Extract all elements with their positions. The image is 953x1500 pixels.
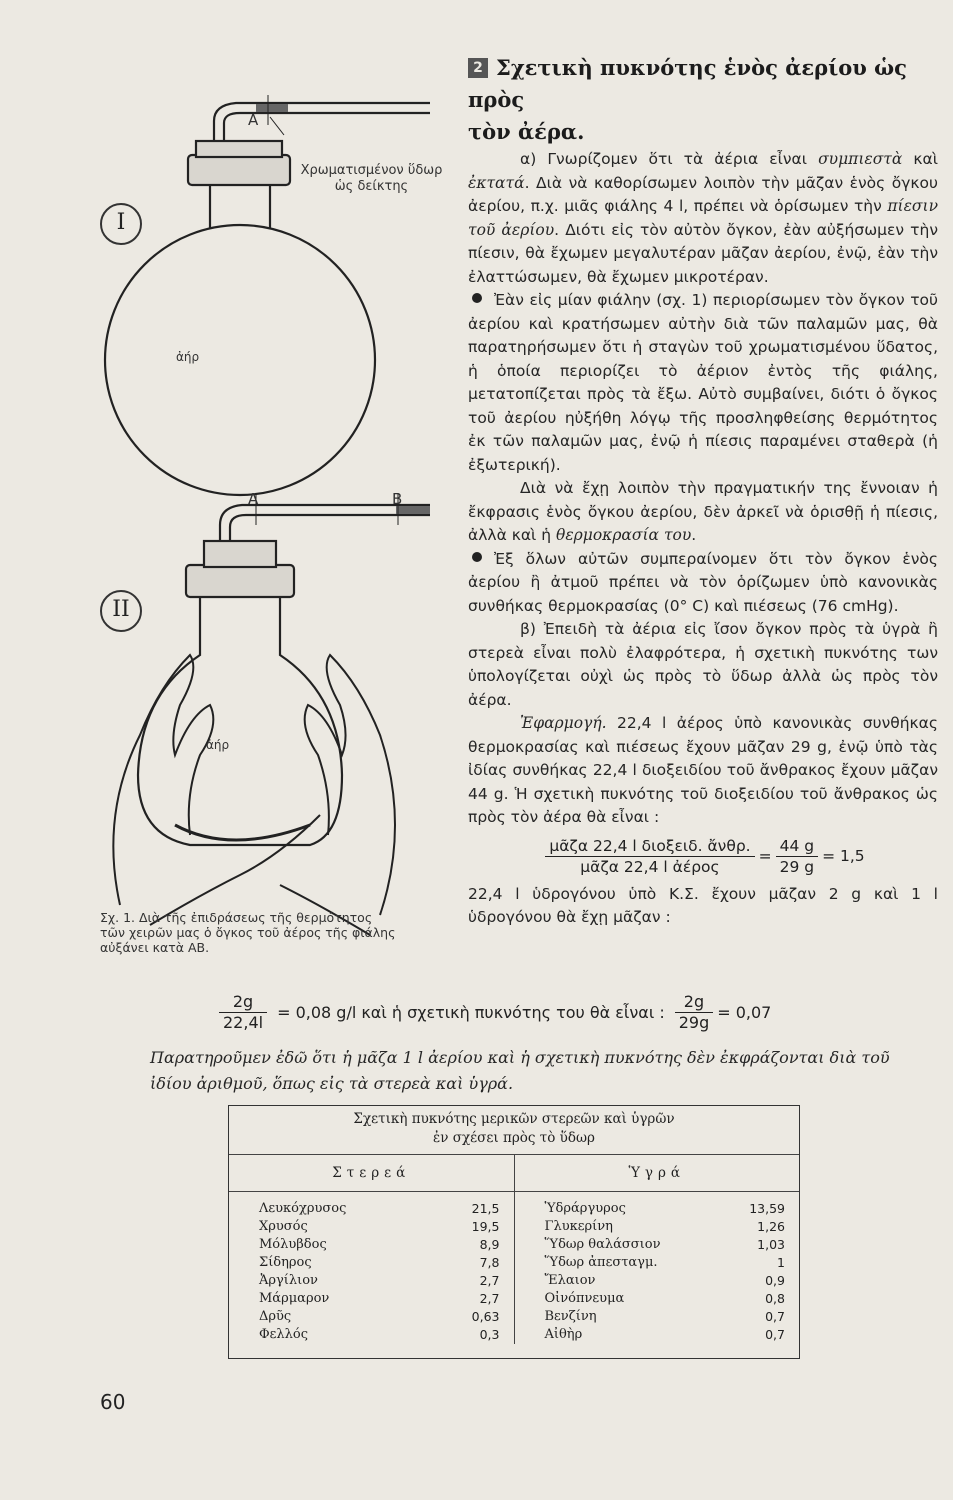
fraction-denominator: 22,4l <box>223 1013 264 1032</box>
flask-one <box>105 103 430 495</box>
substance-name: Ἀργίλιον <box>259 1273 318 1288</box>
fraction-denominator: 29 g <box>779 857 815 876</box>
table-row <box>545 1272 786 1290</box>
p1-e: . Διὰ νὰ καθορίσωμεν λοιπὸν τὴν μᾶζαν ἑνὸς ὄγκου ἀερίου, π.χ. μιᾶς φιάλης 4 l, πρέπει νὰ ὁρίσωμεν τὴν <box>468 173 938 215</box>
p4: Ἐξ ὅλων αὐτῶν συμπεραίνομεν ὅτι τὸν ὄγκον ἑνὸς ἀερίου ἢ ἀτμοῦ πρέπει νὰ τὸν ὁρίζωμεν ὑπὸ κανονικὰς συνθήκας θερμοκρασίας (0° C) καὶ πιέσεως (76 cmHg). <box>468 549 938 615</box>
paragraph-hydrogen <box>468 883 938 930</box>
table-title <box>229 1106 799 1148</box>
equation-text: = 0,08 g/l καὶ ἡ σχετικὴ πυκνότης του θὰ εἶναι : <box>277 1003 665 1022</box>
density-value: 0,3 <box>479 1327 500 1342</box>
label-b: B <box>392 490 403 508</box>
table-row <box>259 1218 500 1236</box>
air-label-top: ἀήρ <box>176 350 200 364</box>
p1-b: συμπιεστὰ <box>818 150 903 168</box>
table-row <box>545 1254 786 1272</box>
figure-caption <box>100 910 470 955</box>
substance-name: Χρυσός <box>259 1219 308 1234</box>
flask-two <box>138 505 430 845</box>
substance-name: Βενζίνη <box>544 1309 597 1324</box>
fraction-2g-29g <box>675 992 714 1033</box>
section-heading <box>468 52 938 148</box>
paragraph-gases <box>468 148 938 289</box>
hands <box>113 655 395 935</box>
section-title-line1: Σχετικὴ πυκνότης ἑνὸς ἀερίου ὡς πρὸς <box>468 55 907 112</box>
table-row <box>259 1290 500 1308</box>
paragraph-application <box>468 712 938 830</box>
table-title-line2: ἐν σχέσει πρὸς τὸ ὕδωρ <box>433 1130 595 1146</box>
p7: 22,4 l ὑδρογόνου ὑπὸ Κ.Σ. ἔχουν μᾶζαν 2 g καὶ 1 l ὑδρογόνου θὰ ἔχῃ μᾶζαν : <box>468 884 938 926</box>
p3-b: θερμοκρασία του <box>555 526 692 544</box>
density-value: 0,9 <box>765 1273 785 1288</box>
table-row <box>545 1236 786 1254</box>
bullet-icon <box>472 293 482 303</box>
density-value: 7,8 <box>479 1255 500 1270</box>
italic-note: Παρατηροῦμεν ἐδῶ ὅτι ἡ μᾶζα 1 l ἀερίου καὶ ἡ σχετικὴ πυκνότης δὲν ἐκφράζονται διὰ τοῦ ἰδίου ἀριθμοῦ, ὅπως εἰς τὰ στερεὰ καὶ ὑγρά. <box>150 1048 890 1093</box>
flask-figure <box>80 95 460 955</box>
liquids-column <box>514 1192 800 1344</box>
fraction-2g-22 <box>219 992 267 1033</box>
substance-name: Αἰθὴρ <box>544 1327 583 1342</box>
p2: Ἐὰν εἰς μίαν φιάλην (σχ. 1) περιορίσωμεν τὸν ὄγκον τοῦ ἀερίου καὶ κρατήσωμεν αὐτὴν διὰ τῶν παλαμῶν μας, θὰ παρατηρήσωμεν ὅτι ἡ σταγὼν τοῦ χρωματισμένου ὕδατος, ἡ ὁποία περιορίζει τὸ ἀέριον ἐντὸς τῆς φιάλης, μετατοπίζεται πρὸς τὰ ἔξω. Αὐτὸ συμβαίνει, διότι ὁ ὄγκος τοῦ ἀερίου ηὐξήθη λόγῳ τῆς προσληφθείσης θερμότητος ἐκ τῶν παλαμῶν μας, ἐνῷ ἡ πίεσις παραμένει σταθερὰ (ἡ ἐξωτερική). <box>468 291 938 474</box>
p6-a: Ἐφαρμογή. <box>520 714 607 732</box>
page-number: 60 <box>100 1390 126 1414</box>
substance-name: Φελλός <box>259 1327 308 1342</box>
substance-name: Σίδηρος <box>259 1255 312 1270</box>
table-header <box>229 1154 799 1192</box>
equals-sign: = <box>758 847 772 865</box>
roman-numeral-one: I <box>100 203 142 245</box>
section-title-line2: τὸν ἀέρα. <box>468 119 585 144</box>
fraction-numerator: μᾶζα 22,4 l διοξειδ. ἄνθρ. <box>545 836 754 857</box>
substance-name: Λευκόχρυσος <box>259 1201 347 1216</box>
main-column <box>468 52 938 930</box>
substance-name: Οἰνόπνευμα <box>544 1291 625 1306</box>
label-a-top: A <box>248 111 259 129</box>
header-liquids: Ὑγρά <box>514 1155 800 1191</box>
table-row <box>259 1272 500 1290</box>
density-value: 13,59 <box>749 1201 785 1216</box>
p3-a: Διὰ νὰ ἔχῃ λοιπὸν τὴν πραγματικήν της ἔννοιαν ἡ ἔκφρασις ἑνὸς ὄγκου ἀερίου, δὲν ἀρκεῖ νὰ ὁρισθῇ ἡ πίεσις, ἀλλὰ καὶ ἡ <box>468 479 938 544</box>
fraction-denominator: μᾶζα 22,4 l ἀέρος <box>580 857 720 876</box>
substance-name: Ὕδωρ θαλάσσιον <box>544 1237 661 1252</box>
p1-g: . Διότι εἰς τὸν αὐτὸν ὄγκον, ἐὰν αὐξήσωμεν τὴν πίεσιν, θὰ ἔχωμεν μεγαλυτέραν μᾶζαν ἀερίου, ἐνῷ, ἐὰν τὴν ἐλαττώσωμεν, θὰ ἔχωμεν μικροτέραν. <box>468 220 938 286</box>
caption-line2: τῶν χειρῶν μας ὁ ὄγκος τοῦ ἀέρος τῆς φιάλης <box>100 925 396 940</box>
table-row <box>545 1290 786 1308</box>
paragraph-conclusion <box>468 548 938 619</box>
p1-c: καὶ <box>902 150 939 168</box>
paragraph-relative-density <box>468 618 938 712</box>
table-row <box>545 1218 786 1236</box>
label-a-bottom: A <box>248 490 259 508</box>
equation-co2 <box>468 836 938 877</box>
substance-name: Ὕδωρ ἀπεσταγμ. <box>544 1255 658 1270</box>
density-value: 0,7 <box>765 1309 785 1324</box>
density-value: 21,5 <box>471 1201 500 1216</box>
paragraph-temperature <box>468 477 938 548</box>
p1-f: πίεσιν τοῦ ἀερίου <box>468 197 938 239</box>
air-label-bottom: ἀήρ <box>206 738 230 752</box>
fraction-numerator: 2g <box>219 992 267 1013</box>
p3-c: . <box>691 526 697 544</box>
substance-name: Δρῦς <box>259 1309 292 1324</box>
table-row <box>259 1200 500 1218</box>
equation-result: = 0,07 <box>717 1003 772 1022</box>
table-row <box>259 1236 500 1254</box>
indicator-line1: Χρωματισμένον ὕδωρ <box>300 163 443 178</box>
bullet-icon <box>472 552 482 562</box>
fraction-numerator: 44 g <box>776 836 819 857</box>
table-row <box>259 1308 500 1326</box>
roman-numeral-two: II <box>100 590 142 632</box>
density-value: 1 <box>777 1255 785 1270</box>
substance-name: Μάρμαρον <box>259 1291 330 1306</box>
table-row <box>545 1308 786 1326</box>
density-value: 0,7 <box>765 1327 785 1342</box>
table-row <box>545 1326 786 1344</box>
caption-line3: αὐξάνει κατὰ ΑΒ. <box>100 940 210 955</box>
density-value: 2,7 <box>479 1291 500 1306</box>
density-value: 2,7 <box>479 1273 500 1288</box>
water-indicator-one <box>256 104 288 112</box>
density-value: 1,26 <box>757 1219 785 1234</box>
table-body <box>229 1192 799 1344</box>
p6-b: 22,4 l ἀέρος ὑπὸ κανονικὰς συνθήκας θερμοκρασίας καὶ πιέσεως ἔχουν μᾶζαν 29 g, ἐνῷ ὑπὸ τὰς ἰδίας συνθήκας 22,4 l διοξειδίου τοῦ ἄνθρακος ἔχουν μᾶζαν 44 g. Ἡ σχετικὴ πυκνότης τοῦ διοξειδίου τοῦ ἄνθρακος ὡς πρὸς τὸν ἀέρα θὰ εἶναι : <box>468 714 938 826</box>
p5: β) Ἐπειδὴ τὰ ἀέρια εἰς ἴσον ὄγκον πρὸς τὰ ὑγρὰ ἢ στερεὰ εἶναι πολὺ ἐλαφρότερα, ἡ σχετικὴ πυκνότης των ὑπολογίζεται οὐχὶ ὡς πρὸς τὸ ὕδωρ ἀλλὰ ὡς πρὸς τὸν ἀέρα. <box>468 620 938 709</box>
indicator-label <box>284 163 459 195</box>
density-value: 0,63 <box>471 1309 500 1324</box>
table-row <box>259 1254 500 1272</box>
density-table <box>228 1105 800 1359</box>
fraction-numerator: 2g <box>675 992 714 1013</box>
solids-column <box>229 1200 514 1344</box>
density-value: 19,5 <box>471 1219 500 1234</box>
substance-name: Ὑδράργυρος <box>544 1201 626 1216</box>
fraction-44-29 <box>776 836 819 877</box>
fraction-denominator: 29g <box>678 1013 710 1032</box>
paragraph-flask <box>468 289 938 477</box>
table-row <box>545 1200 786 1218</box>
density-value: 0,8 <box>765 1291 785 1306</box>
density-value: 1,03 <box>757 1237 785 1252</box>
equation-result: = 1,5 <box>822 847 865 865</box>
caption-line1: Σχ. 1. Διὰ τῆς ἐπιδράσεως τῆς θερμότητος <box>100 910 373 925</box>
fraction-co2-air <box>545 836 754 877</box>
equation-hydrogen <box>215 992 915 1033</box>
header-solids: Στερεά <box>332 1165 411 1181</box>
substance-name: Ἔλαιον <box>544 1273 596 1288</box>
density-value: 8,9 <box>479 1237 500 1252</box>
table-row <box>259 1326 500 1344</box>
p1-d: ἐκτατά <box>468 173 525 192</box>
p1-a: α) Γνωρίζομεν ὅτι τὰ ἀέρια εἶναι <box>520 150 819 168</box>
substance-name: Γλυκερίνη <box>544 1219 613 1234</box>
indicator-line2: ὡς δείκτης <box>334 179 409 194</box>
substance-name: Μόλυβδος <box>259 1237 327 1252</box>
section-number: 2 <box>468 58 488 78</box>
table-title-line1: Σχετικὴ πυκνότης μερικῶν στερεῶν καὶ ὑγρῶν <box>353 1111 675 1127</box>
